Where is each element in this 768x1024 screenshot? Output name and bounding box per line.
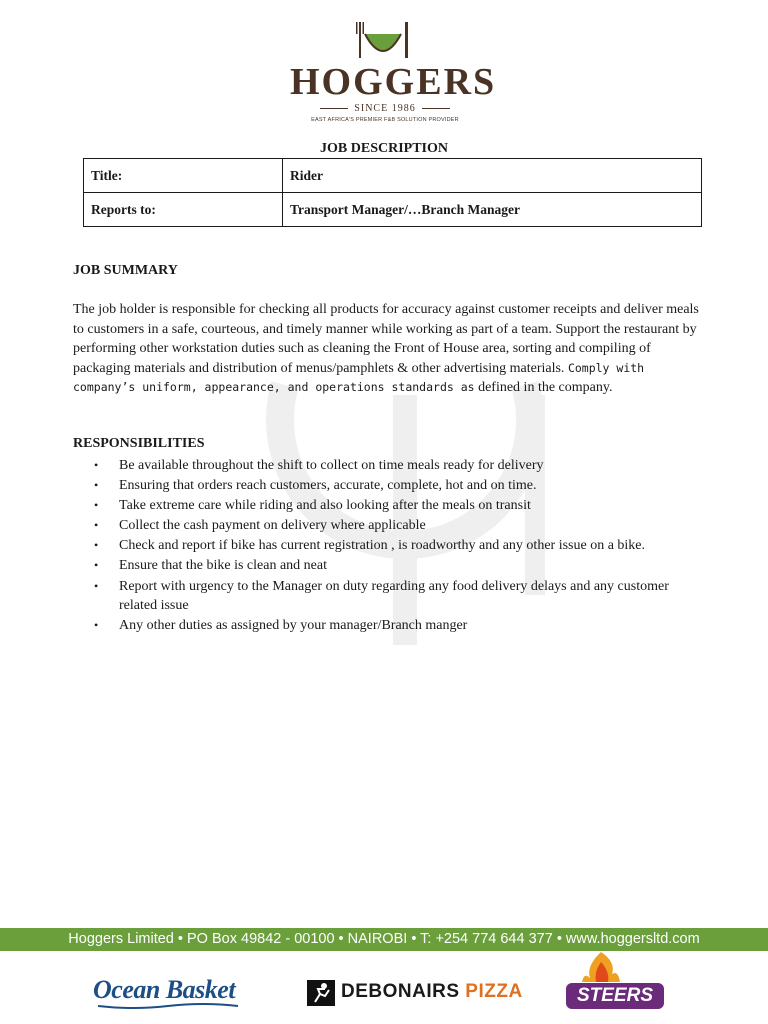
ocean-basket-wordmark: Ocean Basket <box>93 975 236 1004</box>
debonairs-wordmark: DEBONAIRS <box>341 981 460 1002</box>
bullet-icon: • <box>94 458 99 472</box>
logo-wordmark: HOGGERS <box>290 61 497 103</box>
logo-since: SINCE 1986 <box>290 103 480 114</box>
list-item: • Check and report if bike has current registration , is roadworthy and any other issue on a bike. <box>73 536 693 556</box>
company-logo <box>290 20 497 123</box>
bullet-icon: • <box>94 578 99 593</box>
job-summary-text <box>73 300 703 398</box>
job-summary-heading: JOB SUMMARY <box>73 263 178 278</box>
job-info-table <box>83 158 702 227</box>
summary-end: defined in the company. <box>478 380 613 395</box>
list-item: • Be available throughout the shift to collect on time meals ready for delivery <box>73 456 693 476</box>
debonairs-pizza-logo <box>307 980 523 1006</box>
list-item: • Take extreme care while riding and also looking after the meals on transit <box>73 496 693 516</box>
table-row <box>84 159 702 193</box>
runner-icon <box>307 980 335 1006</box>
list-item: • Ensuring that orders reach customers, accurate, complete, hot and on time. <box>73 476 693 496</box>
responsibilities-list <box>73 456 693 636</box>
reports-to-label: Reports to: <box>84 193 283 227</box>
bullet-icon: • <box>94 518 99 533</box>
title-value: Rider <box>283 159 702 193</box>
steers-wordmark: STEERS <box>566 983 664 1009</box>
table-row <box>84 193 702 227</box>
responsibilities-heading: RESPONSIBILITIES <box>73 436 205 451</box>
document-title: JOB DESCRIPTION <box>320 141 448 156</box>
list-item: • Report with urgency to the Manager on duty regarding any food delivery delays and any customer related issue <box>94 578 669 614</box>
footer-contact-bar: Hoggers Limited • PO Box 49842 - 00100 • NAIROBI • T: +254 774 644 377 • www.hoggersltd.com <box>0 928 768 951</box>
list-item: • Ensure that the bike is clean and neat <box>73 556 693 576</box>
summary-main: The job holder is responsible for checking all products for accuracy against customer receipts and deliver meals to customers in a safe, courteous, and timely manner while working as part of a team. Support the restaurant by performing other workstation duties such as cleaning the Front of House area, sorting and compiling of packaging materials and distribution of menus/pamphlets & other advertising materials. <box>73 302 699 376</box>
title-label: Title: <box>84 159 283 193</box>
bullet-icon: • <box>94 478 99 493</box>
summary-compliance: Comply with company’s uniform, appearance, and operations standards as <box>73 360 645 394</box>
list-item: • Collect the cash payment on delivery where applicable <box>73 516 693 536</box>
wave-icon <box>93 1002 243 1010</box>
bullet-icon: • <box>94 618 99 633</box>
ocean-basket-logo <box>93 972 243 1012</box>
bullet-icon: • <box>94 498 99 513</box>
logo-tagline: EAST AFRICA'S PREMIER F&B SOLUTION PROVIDER <box>311 117 459 123</box>
reports-to-value: Transport Manager/…Branch Manager <box>283 193 702 227</box>
bullet-icon: • <box>94 538 99 553</box>
steers-logo <box>566 952 666 1016</box>
list-item: • Any other duties as assigned by your manager/Branch manger <box>73 616 693 636</box>
plate-cutlery-icon <box>353 20 413 62</box>
pizza-wordmark: PIZZA <box>465 981 523 1002</box>
bullet-icon: • <box>94 558 99 573</box>
